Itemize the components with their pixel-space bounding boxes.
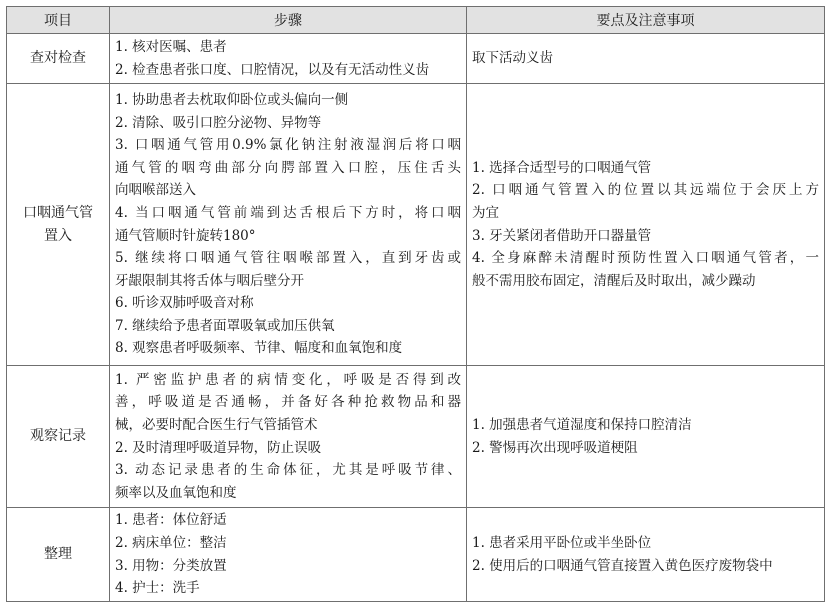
- step-line: 2. 检查患者张口度、口腔情况，以及有无活动性义齿: [115, 61, 430, 78]
- step-line: 1. 严密监护患者的病情变化，呼吸是否得到改: [115, 371, 461, 388]
- item-label: 口咽通气管: [23, 204, 93, 221]
- note-line: 为宜: [472, 204, 499, 221]
- table-row: [7, 84, 825, 366]
- header-steps: 步骤: [110, 7, 467, 34]
- procedure-table: [6, 6, 825, 602]
- step-line: 械，必要时配合医生行气管插管术: [115, 416, 318, 433]
- note-line: 取下活动义齿: [472, 50, 553, 67]
- header-item: 项目: [7, 7, 110, 34]
- row-item-cell: [7, 366, 110, 508]
- row-item-cell: [7, 508, 110, 602]
- note-line: 般不需用胶布固定，清醒后及时取出，减少躁动: [472, 272, 756, 289]
- row-item-cell: [7, 84, 110, 366]
- step-line: 3. 用物：分类放置: [115, 557, 227, 574]
- note-line: 4. 全身麻醉未清醒时预防性置入口咽通气管者，一: [472, 250, 819, 267]
- step-line: 1. 核对医嘱、患者: [115, 38, 227, 55]
- step-line: 7. 继续给予患者面罩吸氧或加压供氧: [115, 317, 335, 334]
- row-notes-cell: [467, 366, 825, 508]
- note-line: 2. 使用后的口咽通气管直接置入黄色医疗废物袋中: [472, 557, 773, 574]
- step-line: 2. 清除、吸引口腔分泌物、异物等: [115, 114, 322, 131]
- step-line: 善，呼吸道是否通畅，并备好各种抢救物品和器: [115, 394, 461, 411]
- step-line: 4. 护士：洗手: [115, 580, 200, 597]
- step-line: 6. 听诊双肺呼吸音对称: [115, 295, 254, 312]
- step-line: 通气管的咽弯曲部分向腭部置入口腔，压住舌头: [115, 159, 461, 176]
- step-line: 3. 口咽通气管用0.9%氯化钠注射液湿润后将口咽: [115, 137, 461, 154]
- table-row: [7, 34, 825, 84]
- step-line: 4. 当口咽通气管前端到达舌根后下方时，将口咽: [115, 204, 461, 221]
- note-line: 2. 警惕再次出现呼吸道梗阻: [472, 439, 638, 456]
- note-line: 1. 患者采用平卧位或半坐卧位: [472, 534, 652, 551]
- item-label: 查对检查: [30, 50, 86, 66]
- step-line: 3. 动态记录患者的生命体征，尤其是呼吸节律、: [115, 462, 461, 479]
- row-notes-cell: [467, 34, 825, 84]
- item-label: 观察记录: [30, 428, 86, 444]
- item-label: 置入: [44, 227, 72, 244]
- row-notes-cell: [467, 508, 825, 602]
- item-label: 整理: [44, 546, 72, 562]
- step-line: 2. 病床单位：整洁: [115, 534, 227, 551]
- step-line: 8. 观察患者呼吸频率、节律、幅度和血氧饱和度: [115, 340, 403, 357]
- step-line: 1. 协助患者去枕取仰卧位或头偏向一侧: [115, 91, 349, 108]
- step-line: 5. 继续将口咽通气管往咽喉部置入，直到牙齿或: [115, 250, 461, 267]
- step-line: 通气管顺时针旋转180°: [115, 227, 256, 244]
- step-line: 牙龈限制其将舌体与咽后壁分开: [115, 272, 304, 289]
- header-notes: 要点及注意事项: [467, 7, 825, 34]
- note-line: 1. 加强患者气道湿度和保持口腔清洁: [472, 416, 692, 433]
- table-row: [7, 508, 825, 602]
- row-steps-cell: [110, 34, 467, 84]
- row-item-cell: [7, 34, 110, 84]
- row-steps-cell: [110, 366, 467, 508]
- row-notes-cell: [467, 84, 825, 366]
- note-line: 1. 选择合适型号的口咽通气管: [472, 159, 652, 176]
- step-line: 1. 患者：体位舒适: [115, 512, 227, 529]
- header-row: [7, 7, 825, 34]
- note-line: 2. 口咽通气管置入的位置以其远端位于会厌上方: [472, 182, 819, 199]
- row-steps-cell: [110, 84, 467, 366]
- row-steps-cell: [110, 508, 467, 602]
- step-line: 向咽喉部送入: [115, 182, 196, 199]
- step-line: 频率以及血氧饱和度: [115, 484, 237, 501]
- step-line: 2. 及时清理呼吸道异物，防止误吸: [115, 439, 322, 456]
- note-line: 3. 牙关紧闭者借助开口器量管: [472, 227, 652, 244]
- table-row: [7, 366, 825, 508]
